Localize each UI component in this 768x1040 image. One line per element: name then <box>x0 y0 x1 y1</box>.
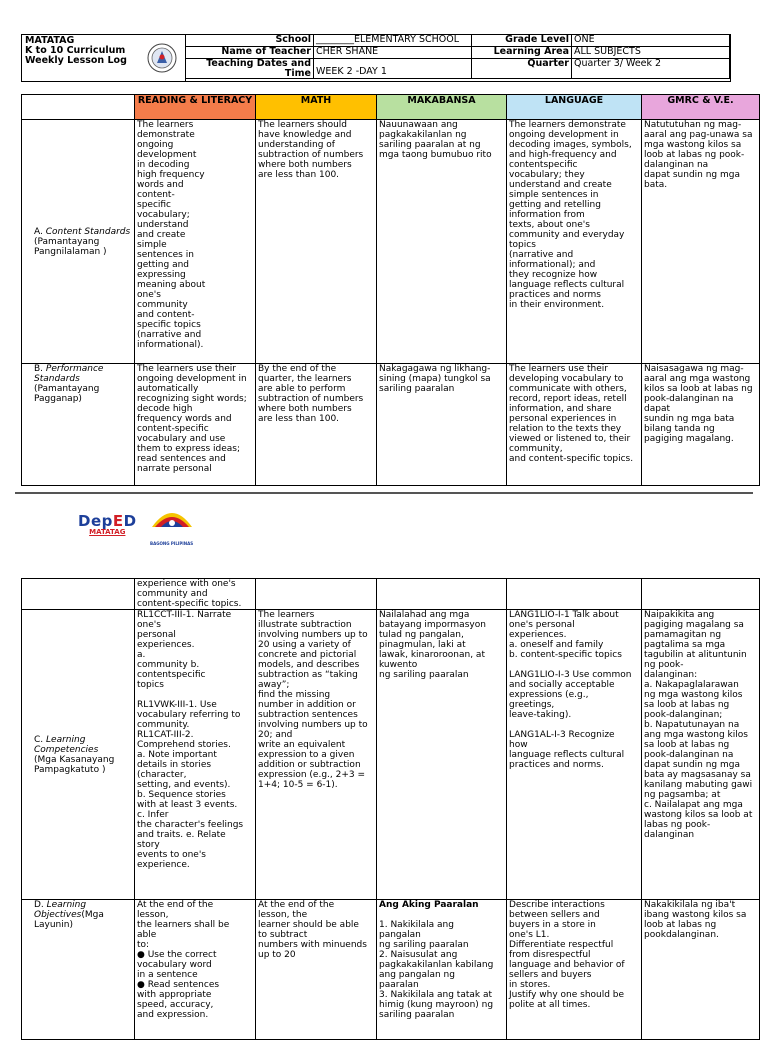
row-learning-competencies <box>22 610 760 900</box>
cell-performance-reading-cont: experience with one's community and content-specific topics. <box>135 579 256 610</box>
cell-objective-language: Describe interactions between sellers and buyers in a store in one's L1. Differentiate respectful from disrespectful language and behavior of sellers and buyers in stores. Justify why one should be polite at all times. <box>507 900 642 1040</box>
lesson-table-page-1 <box>21 94 760 486</box>
cell-competency-language: LANG1LIO-I-1 Talk about one's personal experiences. a. oneself and family b. content-specific topics LANG1LIO-I-3 Use common and socially acceptable expressions (e.g., greetings, leave-taking). LANG1AL-I-3 Recognize how language reflects cultural practices and norms. <box>507 610 642 900</box>
row-performance-standards <box>22 364 760 486</box>
page-1 <box>0 0 768 490</box>
header-line-3: Weekly Lesson Log <box>25 55 127 66</box>
cell-performance-math: By the end of the quarter, the learners are able to perform subtraction of numbers where both numbers are less than 100. <box>256 364 377 486</box>
cell-objective-reading: At the end of the lesson, the learners shall be able to: ● Use the correct vocabulary word in a sentence ● Read sentences with appropriate speed, accuracy, and expression. <box>135 900 256 1040</box>
teaching-dates-label: Teaching Dates and Time <box>186 59 314 79</box>
learning-area-value: ALL SUBJECTS <box>572 47 730 59</box>
cell-competency-makabansa: Nailalahad ang mga batayang impormasyon tulad ng pangalan, pinagmulan, laki at lawak, kinaroroonan, at kuwento ng sariling paaralan <box>377 610 507 900</box>
column-header-row <box>22 95 760 120</box>
header-fields <box>185 35 730 81</box>
header-line-1: MATATAG <box>25 35 75 46</box>
page-separator <box>15 492 753 494</box>
row-learning-objectives <box>22 900 760 1040</box>
cell-content-makabansa: Nauunawaan ang pagkakakilanlan ng sariling paaralan at ng mga taong bumubuo rito <box>377 120 507 364</box>
cell-competency-math: The learners illustrate subtraction involving numbers up to 20 using a variety of concrete and pictorial models, and describes subtraction as “taking away”; find the missing number in addition or subtraction sentences involving numbers up to 20; and write an equivalent expression to a given addition or subtraction expression (e.g., 2+3 = 1+4; 10-5 = 6-1). <box>256 610 377 900</box>
cell-competency-gmrc: Naipakikita ang pagiging magalang sa pamamagitan ng pagtalima sa mga tagubilin at alituntunin ng pook- dalanginan: a. Nakapaglalarawan ng mga wastong kilos sa loob at labas ng pook-dalanginan; b. Napatutunayan na ang mga wastong kilos sa loob at labas ng pook-dalanginan na dapat sundin ng mga bata ay magsasanay sa kanilang mabuting gawi ng pagsamba; at c. Nailalapat ang mga wastong kilos sa loob at labas ng pook- dalanginan <box>642 610 760 900</box>
cell-competency-reading: RL1CCT-III-1. Narrate one's personal experiences. a. community b. contentspecific topics RL1VWK-III-1. Use vocabulary referring to community. RL1CAT-III-2. Comprehend stories. a. Note important details in stories (character, setting, and events). b. Sequence stories with at least 3 events. c. Infer the character's feelings and traits. e. Relate story events to one's experience. <box>135 610 256 900</box>
lesson-log-header <box>21 34 731 82</box>
grade-level-label: Grade Level <box>472 35 572 47</box>
teaching-dates-value: WEEK 2 -DAY 1 <box>314 59 472 79</box>
school-value: ________ELEMENTARY SCHOOL <box>314 35 472 47</box>
footer-logos <box>78 503 197 546</box>
row-label-performance-standards: B. Performance Standards (Pamantayang Pagganap) <box>22 364 135 486</box>
row-label-learning-competencies: C. Learning Competencies (Mga Kasanayang Pampagkatuto ) <box>22 610 135 900</box>
cell-objective-math: At the end of the lesson, the learner should be able to subtract numbers with minuends up to 20 <box>256 900 377 1040</box>
cell-content-gmrc: Natututuhan ng mag- aaral ang pag-unawa sa mga wastong kilos sa loob at labas ng pook- dalanginan na dapat sundin ng mga bata. <box>642 120 760 364</box>
quarter-value: Quarter 3/ Week 2 <box>572 59 730 79</box>
header-gmrc: GMRC & V.E. <box>642 95 760 120</box>
cell-performance-makabansa: Nakagagawa ng likhang- sining (mapa) tungkol sa sariling paaralan <box>377 364 507 486</box>
learning-area-label: Learning Area <box>472 47 572 59</box>
cell-content-reading: The learners demonstrate ongoing development in decoding high frequency words and content- specific vocabulary; understand and create simple sentences in getting and expressing meaning about one's community and content- specific topics (narrative and informational). <box>135 120 256 364</box>
makabansa-lesson-title: Ang Aking Paaralan <box>379 900 479 910</box>
teacher-value: CHER SHANE <box>314 47 472 59</box>
curriculum-title <box>22 35 138 81</box>
deped-logo: DepED MATATAG <box>78 511 137 536</box>
row-content-standards <box>22 120 760 364</box>
row-label-content-standards: A. Content Standards (Pamantayang Pangnilalaman ) <box>22 120 135 364</box>
bagong-pilipinas-logo-icon: BAGONG PILIPINAS <box>147 503 197 546</box>
header-math: MATH <box>256 95 377 120</box>
header-language: LANGUAGE <box>507 95 642 120</box>
cell-objective-makabansa: Ang Aking Paaralan 1. Nakikilala ang pangalan ng sariling paaralan 2. Naisusulat ang pagkakakilanlan kabilang ang pangalan ng paaralan 3. Nakikilala ang tatak at himig (kung mayroon) ng sariling paaralan <box>377 900 507 1040</box>
cell-performance-reading: The learners use their ongoing development in automatically recognizing sight words; decode high frequency words and content-specific vocabulary and use them to express ideas; read sentences and narrate personal <box>135 364 256 486</box>
school-label: School <box>186 35 314 47</box>
blank-header <box>22 95 135 120</box>
row-label-learning-objectives: D. Learning Objectives(Mga Layunin) <box>22 900 135 1040</box>
cell-objective-gmrc: Nakakikilala ng iba't ibang wastong kilos sa loob at labas ng pookdalanginan. <box>642 900 760 1040</box>
cell-content-math: The learners should have knowledge and understanding of subtraction of numbers where both numbers are less than 100. <box>256 120 377 364</box>
lesson-table-page-2 <box>21 578 760 1040</box>
quarter-label: Quarter <box>472 59 572 79</box>
cell-content-language: The learners demonstrate ongoing development in decoding images, symbols, and high-frequency and contentspecific vocabulary; they understand and create simple sentences in getting and retelling information from texts, about one's community and everyday topics (narrative and informational); and they recognize how language reflects cultural practices and norms in their environment. <box>507 120 642 364</box>
teacher-label: Name of Teacher <box>186 47 314 59</box>
header-makabansa: MAKABANSA <box>377 95 507 120</box>
row-performance-standards-cont <box>22 579 760 610</box>
cell-performance-gmrc: Naisasagawa ng mag- aaral ang mga wastong kilos sa loob at labas ng pook-dalanginan na dapat sundin ng mga bata bilang tanda ng pagiging magalang. <box>642 364 760 486</box>
header-reading-literacy: READING & LITERACY <box>135 95 256 120</box>
header-line-2: K to 10 Curriculum <box>25 45 126 56</box>
grade-level-value: ONE <box>572 35 730 47</box>
cell-performance-language: The learners use their developing vocabulary to communicate with others, record, report ideas, retell information, and share personal experiences in relation to the texts they viewed or listened to, their community, and content-specific topics. <box>507 364 642 486</box>
deped-seal-icon <box>138 35 185 81</box>
